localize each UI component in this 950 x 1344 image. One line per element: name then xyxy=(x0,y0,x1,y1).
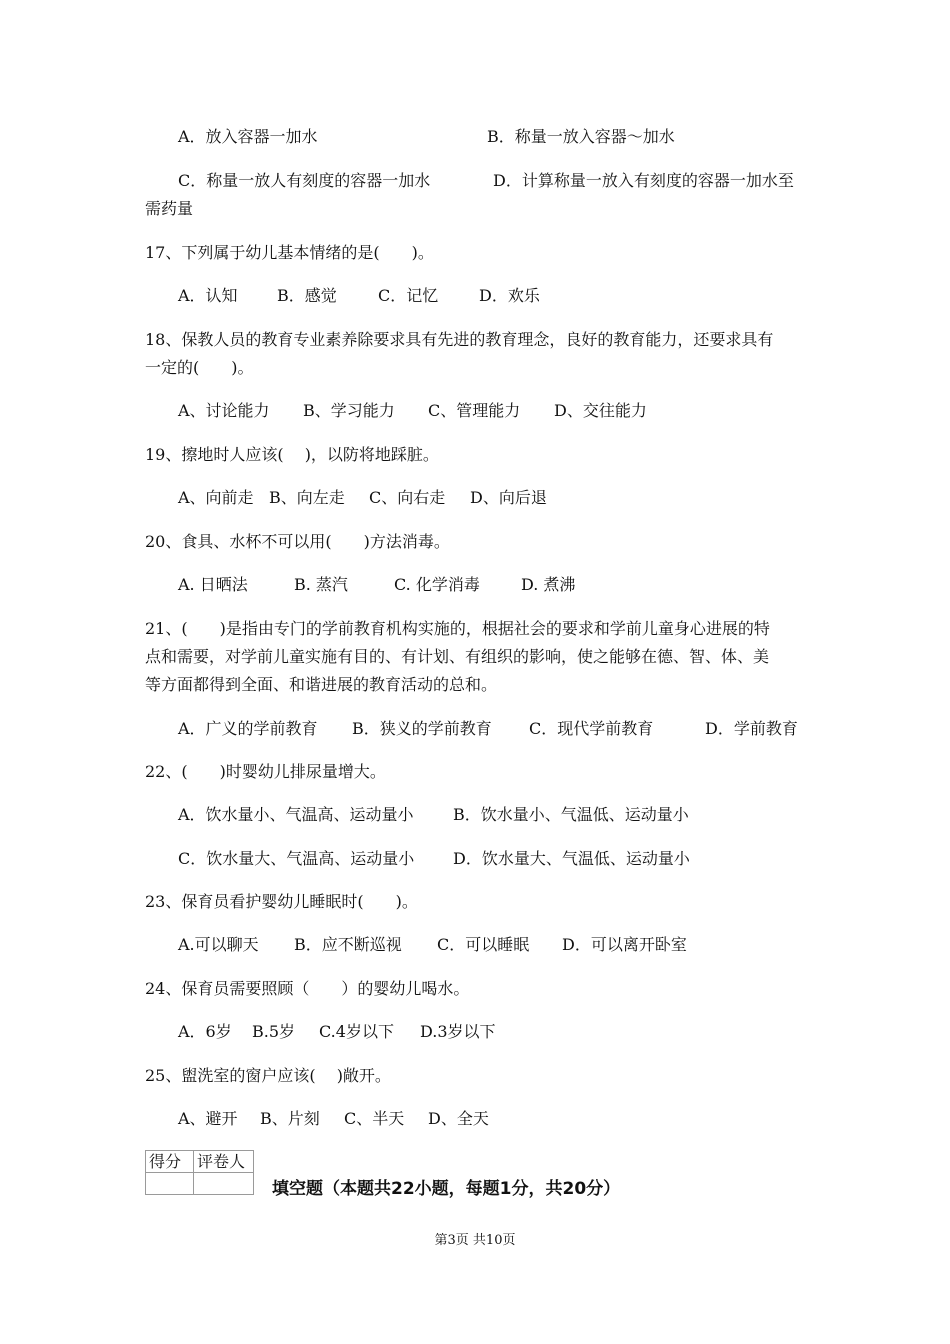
q16-option-c: C．称量一放人有刻度的容器一加水 xyxy=(178,171,431,190)
grader-cell xyxy=(194,1173,254,1195)
q22-option-b: B．饮水量小、气温低、运动量小 xyxy=(453,805,689,824)
q25-option-b: B、片刻 xyxy=(260,1109,320,1128)
q19-option-a: A、向前走 xyxy=(178,488,254,507)
q21-stem-cont-2: 等方面都得到全面、和谐进展的教育活动的总和。 xyxy=(145,675,498,694)
q20-option-a: A. 日晒法 xyxy=(178,575,248,594)
q25-option-a: A、避开 xyxy=(178,1109,238,1128)
q20-option-d: D. 煮沸 xyxy=(521,575,576,594)
q22-option-d: D．饮水量大、气温低、运动量小 xyxy=(453,849,690,868)
page-footer: 第3页 共10页 xyxy=(434,1233,516,1248)
q18-stem-cont: 一定的( )。 xyxy=(145,358,254,377)
q17-stem: 17、下列属于幼儿基本情绪的是( )。 xyxy=(145,243,434,262)
q16-option-b: B．称量一放入容器～加水 xyxy=(487,127,675,146)
q24-option-c: C.4岁以下 xyxy=(319,1022,394,1041)
q23-stem: 23、保育员看护婴幼儿睡眠时( )。 xyxy=(145,892,418,911)
q19-option-b: B、向左走 xyxy=(269,488,345,507)
q24-option-b: B.5岁 xyxy=(252,1022,296,1041)
q25-stem: 25、盥洗室的窗户应该( )敞开。 xyxy=(145,1066,391,1085)
q18-option-b: B、学习能力 xyxy=(303,401,395,420)
grader-label: 评卷人 xyxy=(194,1151,254,1173)
q19-stem: 19、擦地时人应该( )，以防将地踩脏。 xyxy=(145,445,439,464)
q20-option-c: C. 化学消毒 xyxy=(394,575,480,594)
q21-option-a: A．广义的学前教育 xyxy=(178,719,318,738)
q16-option-d-cont: 需药量 xyxy=(145,199,194,218)
q21-stem: 21、( )是指由专门的学前教育机构实施的，根据社会的要求和学前儿童身心进展的特 xyxy=(145,619,770,638)
q24-option-a: A．6岁 xyxy=(178,1022,232,1041)
q17-option-d: D．欢乐 xyxy=(479,286,540,305)
q21-stem-cont-1: 点和需要，对学前儿童实施有目的、有计划、有组织的影响，使之能够在德、智、体、美 xyxy=(145,647,770,666)
q18-option-a: A、讨论能力 xyxy=(178,401,270,420)
q19-option-d: D、向后退 xyxy=(470,488,547,507)
q18-stem: 18、保教人员的教育专业素养除要求具有先进的教育理念，良好的教育能力，还要求具有 xyxy=(145,330,774,349)
q23-option-a: A.可以聊天 xyxy=(178,935,259,954)
q20-stem: 20、食具、水杯不可以用( )方法消毒。 xyxy=(145,532,450,551)
q18-option-d: D、交往能力 xyxy=(554,401,647,420)
q17-option-b: B．感觉 xyxy=(277,286,337,305)
q22-option-a: A．饮水量小、气温高、运动量小 xyxy=(178,805,414,824)
q16-option-d: D．计算称量一放入有刻度的容器一加水至 xyxy=(493,171,794,190)
q21-option-b: B．狭义的学前教育 xyxy=(352,719,492,738)
q19-option-c: C、向右走 xyxy=(369,488,446,507)
section-title: 填空题（本题共22小题，每题1分，共20分） xyxy=(272,1179,621,1199)
q21-option-c: C．现代学前教育 xyxy=(529,719,654,738)
q25-option-d: D、全天 xyxy=(428,1109,489,1128)
q22-stem: 22、( )时婴幼儿排尿量增大。 xyxy=(145,762,386,781)
q20-option-b: B. 蒸汽 xyxy=(294,575,348,594)
q17-option-a: A．认知 xyxy=(178,286,238,305)
q23-option-d: D．可以离开卧室 xyxy=(562,935,687,954)
score-box xyxy=(145,1150,254,1195)
q18-option-c: C、管理能力 xyxy=(428,401,521,420)
q16-option-a: A．放入容器一加水 xyxy=(178,127,318,146)
q23-option-b: B．应不断巡视 xyxy=(294,935,402,954)
q24-option-d: D.3岁以下 xyxy=(420,1022,496,1041)
score-label: 得分 xyxy=(146,1151,194,1173)
score-cell xyxy=(146,1173,194,1195)
q25-option-c: C、半天 xyxy=(344,1109,405,1128)
q21-option-d: D．学前教育 xyxy=(705,719,798,738)
q23-option-c: C．可以睡眠 xyxy=(437,935,530,954)
q17-option-c: C．记忆 xyxy=(378,286,439,305)
q22-option-c: C．饮水量大、气温高、运动量小 xyxy=(178,849,415,868)
q24-stem: 24、保育员需要照顾（ ）的婴幼儿喝水。 xyxy=(145,979,470,998)
